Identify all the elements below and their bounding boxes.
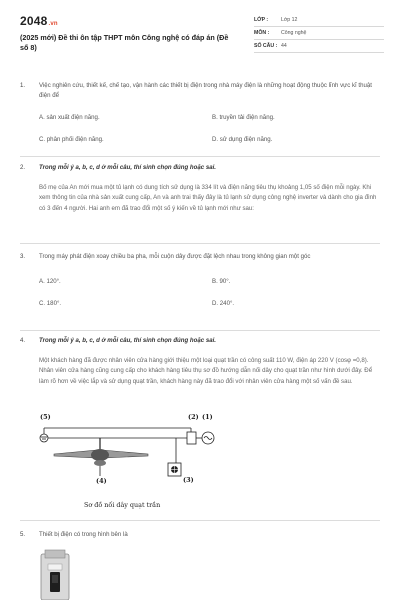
meta-value: Lớp 12 xyxy=(281,17,298,23)
option-c[interactable]: C. 180°. xyxy=(39,300,62,308)
meta-key: MÔN : xyxy=(254,30,270,36)
options-row-1 xyxy=(39,113,381,135)
question-4 xyxy=(20,336,381,387)
option-a[interactable]: A. 120°. xyxy=(39,278,61,286)
question-number: 5. xyxy=(20,531,26,538)
diagram-caption: Sơ đồ nối dây quạt trần xyxy=(84,501,161,509)
page-title: (2025 mới) Đề thi ôn tập THPT môn Công nghệ có đáp án (Đề số 8) xyxy=(20,33,229,52)
diagram-label-4: (4) xyxy=(96,477,107,485)
question-2 xyxy=(20,163,381,214)
question-number: 3. xyxy=(20,253,26,260)
option-b[interactable]: B. 90°. xyxy=(212,278,231,286)
diagram-label-3: (3) xyxy=(183,476,194,484)
question-text: Một khách hàng đã được nhân viên cửa hàng giới thiệu một loại quạt trần có công suất 110 W, điện áp 220 V (cosφ =0,8). Nhân viên cửa hàng cũng cung cấp cho khách hàng tiêu thụ sơ đồ hướng dẫn nối dây cho quạt trần như hình dưới đây. Để làm rõ hơn về việc lắp và sử dụng quạt trần, khách hàng này đã trao đổi với nhân viên cửa hàng một số vấn đề sau. xyxy=(39,357,373,385)
meta-key: SỐ CÂU : xyxy=(254,43,278,49)
option-d[interactable]: D. sử dụng điện năng. xyxy=(212,136,273,144)
question-instruction: Trong mỗi ý a, b, c, d ở mỗi câu, thí sinh chọn đúng hoặc sai. xyxy=(39,164,216,171)
meta-value: Công nghệ xyxy=(281,30,307,36)
question-instruction: Trong mỗi ý a, b, c, d ở mỗi câu, thí sinh chọn đúng hoặc sai. xyxy=(39,337,216,344)
fuse-icon xyxy=(187,432,196,444)
meta-row-subject xyxy=(254,27,384,40)
question-number: 2. xyxy=(20,164,26,171)
fan-regulator-icon xyxy=(168,463,181,476)
question-3 xyxy=(20,252,381,321)
question-text: Việc nghiên cứu, thiết kế, chế tạo, vận hành các thiết bị điện trong nhà máy điện là những hoạt động thuộc lĩnh vực kĩ thuật điện để xyxy=(39,82,372,100)
circuit-breaker-image xyxy=(38,548,72,600)
ac-source-icon xyxy=(196,432,214,444)
option-c[interactable]: C. phân phối điện năng. xyxy=(39,136,104,144)
options-row-2 xyxy=(39,135,381,157)
meta-table xyxy=(254,14,384,53)
meta-row-class xyxy=(254,14,384,27)
meta-row-count xyxy=(254,40,384,53)
meta-value: 44 xyxy=(281,43,287,49)
question-number: 4. xyxy=(20,337,26,344)
option-d[interactable]: D. 240°. xyxy=(212,300,235,308)
divider xyxy=(20,520,380,521)
logo-suffix: .vn xyxy=(48,21,58,27)
question-number: 1. xyxy=(20,82,26,89)
logo-text: 2048 xyxy=(20,14,48,28)
option-a[interactable]: A. sản xuất điện năng. xyxy=(39,114,100,122)
header xyxy=(0,0,400,64)
diagram-label-5: (5) xyxy=(40,413,51,421)
divider xyxy=(20,243,380,244)
question-1 xyxy=(20,81,381,157)
options-row-2 xyxy=(39,299,381,321)
divider xyxy=(20,330,380,331)
fan-wiring-diagram xyxy=(36,410,226,510)
meta-key: LỚP : xyxy=(254,17,269,23)
options-row-1 xyxy=(39,277,381,299)
diagram-label-1: (1) xyxy=(202,413,213,421)
question-text: Bố mẹ của An mới mua một tủ lạnh có dung tích sử dụng là 334 lít và điện năng tiêu thụ khoảng 1,05 số điện mỗi ngày. Khi xem thông tin của nhà sản xuất cung cấp, An và anh trai thấy đây là tủ lạnh sử dụng công nghệ inverter và dành cho gia đình có 3 đến 4 người. Hai anh em đã trao đổi một số ý kiến về tủ lạnh mới như sau: xyxy=(39,184,377,212)
ground-icon xyxy=(40,434,48,442)
diagram-label-2: (2) xyxy=(188,413,199,421)
option-b[interactable]: B. truyền tải điện năng. xyxy=(212,114,275,122)
ceiling-fan-icon xyxy=(54,438,148,476)
question-text: Thiết bị điện có trong hình bên là xyxy=(39,531,128,538)
question-5 xyxy=(20,530,381,540)
question-text: Trong máy phát điện xoay chiều ba pha, mỗi cuộn dây được đặt lệch nhau trong không gian một góc xyxy=(39,253,311,260)
divider xyxy=(20,156,380,157)
site-logo[interactable] xyxy=(20,14,58,28)
